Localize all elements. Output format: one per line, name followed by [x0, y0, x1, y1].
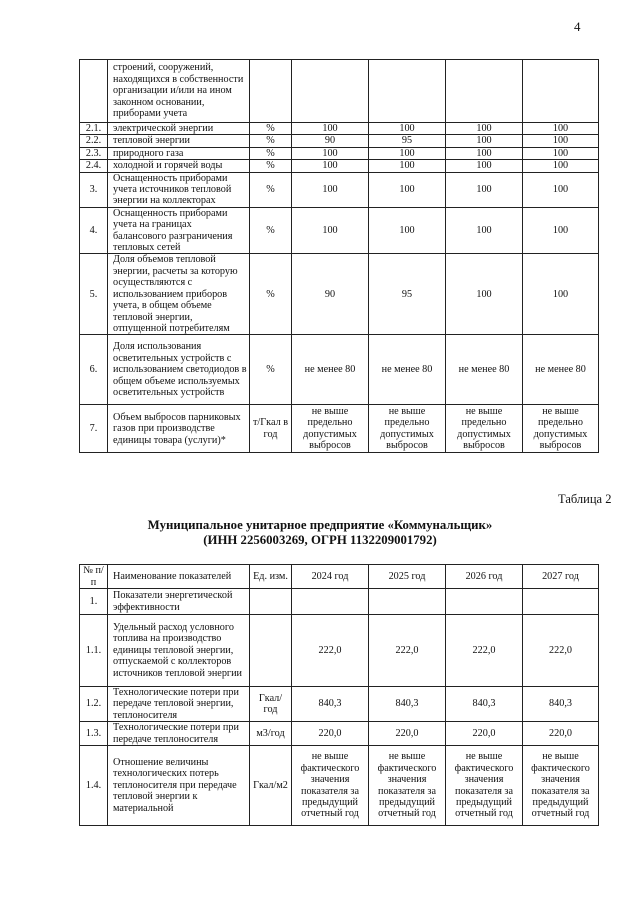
row-indicator-name: природного газа [108, 147, 250, 159]
row-unit: % [250, 254, 292, 335]
table-row [80, 207, 599, 254]
header-year-2024: 2024 год [292, 565, 369, 589]
table-header-row [80, 565, 599, 589]
value-2026: не менее 80 [446, 335, 523, 405]
row-unit: % [250, 135, 292, 147]
row-indicator-name: строений, сооружений, находящихся в собственности организации и/или на ином законном основании, приборами учета [108, 60, 250, 123]
value-2026 [446, 589, 523, 615]
value-2027: 220,0 [523, 722, 599, 746]
value-2026: 100 [446, 123, 523, 135]
header-year-2027: 2027 год [523, 565, 599, 589]
row-unit: % [250, 172, 292, 207]
row-unit [250, 589, 292, 615]
header-year-2026: 2026 год [446, 565, 523, 589]
row-number: 2.2. [80, 135, 108, 147]
row-indicator-name: Технологические потери при передаче теплоносителя [108, 722, 250, 746]
value-2026: 100 [446, 254, 523, 335]
value-2025: не выше предельно допустимых выбросов [369, 405, 446, 453]
row-number: 1. [80, 589, 108, 615]
row-indicator-name: Отношение величины технологических потерь теплоносителя при передаче тепловой энергии к материальной [108, 746, 250, 826]
row-unit: т/Гкал в год [250, 405, 292, 453]
organization-name: Муниципальное унитарное предприятие «Коммунальщик» [147, 518, 493, 532]
table-row [80, 254, 599, 335]
row-unit: Гкал/м2 [250, 746, 292, 826]
row-unit: % [250, 335, 292, 405]
row-unit: % [250, 207, 292, 254]
value-2027: не менее 80 [523, 335, 599, 405]
value-2027: 100 [523, 160, 599, 172]
table-row [80, 160, 599, 172]
row-number: 2.1. [80, 123, 108, 135]
value-2025: 95 [369, 254, 446, 335]
value-2024: не выше предельно допустимых выбросов [292, 405, 369, 453]
value-2025: 100 [369, 160, 446, 172]
value-2026 [446, 60, 523, 123]
row-indicator-name: Показатели энергетической эффективности [108, 589, 250, 615]
table-row [80, 135, 599, 147]
value-2024: 100 [292, 172, 369, 207]
value-2025: 222,0 [369, 615, 446, 687]
row-number: 1.4. [80, 746, 108, 826]
value-2024: 100 [292, 123, 369, 135]
value-2027 [523, 60, 599, 123]
value-2025: 100 [369, 172, 446, 207]
row-indicator-name: Оснащенность приборами учета источников тепловой энергии на коллекторах [108, 172, 250, 207]
table-row [80, 147, 599, 159]
row-number: 3. [80, 172, 108, 207]
row-number: 1.1. [80, 615, 108, 687]
header-number: № п/п [80, 565, 108, 589]
row-number [80, 60, 108, 123]
value-2025: не менее 80 [369, 335, 446, 405]
row-indicator-name: Объем выбросов парниковых газов при производстве единицы товара (услуги)* [108, 405, 250, 453]
value-2025: 95 [369, 135, 446, 147]
value-2026: 222,0 [446, 615, 523, 687]
page-number: 4 [574, 19, 581, 34]
indicators-table-continued [79, 59, 599, 453]
value-2025: не выше фактического значения показателя за предыдущий отчетный год [369, 746, 446, 826]
row-indicator-name: тепловой энергии [108, 135, 250, 147]
row-number: 4. [80, 207, 108, 254]
value-2027: не выше фактического значения показателя за предыдущий отчетный год [523, 746, 599, 826]
value-2026: 100 [446, 207, 523, 254]
table-row [80, 405, 599, 453]
energy-efficiency-table [79, 564, 599, 826]
row-number: 6. [80, 335, 108, 405]
row-number: 7. [80, 405, 108, 453]
row-unit [250, 60, 292, 123]
value-2026: 100 [446, 160, 523, 172]
value-2027: 100 [523, 172, 599, 207]
row-indicator-name: Оснащенность приборами учета на границах балансового разграничения тепловых сетей [108, 207, 250, 254]
row-number: 1.2. [80, 687, 108, 722]
row-indicator-name: Удельный расход условного топлива на производство единицы тепловой энергии, отпускаемой с коллекторов источников тепловой энергии [108, 615, 250, 687]
table-row [80, 615, 599, 687]
value-2025: 220,0 [369, 722, 446, 746]
row-number: 1.3. [80, 722, 108, 746]
value-2026: 220,0 [446, 722, 523, 746]
value-2027: 100 [523, 147, 599, 159]
row-unit: м3/год [250, 722, 292, 746]
value-2024: 90 [292, 135, 369, 147]
value-2024: не менее 80 [292, 335, 369, 405]
value-2026: 840,3 [446, 687, 523, 722]
row-indicator-name: Технологические потери при передаче тепловой энергии, теплоносителя [108, 687, 250, 722]
value-2027: 100 [523, 207, 599, 254]
organization-ids: (ИНН 2256003269, ОГРН 1132209001792) [203, 533, 437, 547]
value-2025: 100 [369, 123, 446, 135]
value-2026: не выше фактического значения показателя за предыдущий отчетный год [446, 746, 523, 826]
value-2024: 100 [292, 160, 369, 172]
value-2026: 100 [446, 147, 523, 159]
value-2024 [292, 60, 369, 123]
header-indicator-name: Наименование показателей [108, 565, 250, 589]
row-number: 2.3. [80, 147, 108, 159]
header-year-2025: 2025 год [369, 565, 446, 589]
value-2026: 100 [446, 135, 523, 147]
table-row [80, 746, 599, 826]
row-indicator-name: холодной и горячей воды [108, 160, 250, 172]
value-2024 [292, 589, 369, 615]
row-unit: % [250, 147, 292, 159]
value-2024: 840,3 [292, 687, 369, 722]
row-unit: % [250, 123, 292, 135]
value-2025 [369, 60, 446, 123]
value-2025: 100 [369, 207, 446, 254]
value-2027: 840,3 [523, 687, 599, 722]
table-row [80, 60, 599, 123]
value-2024: 100 [292, 147, 369, 159]
row-indicator-name: Доля использования осветительных устройств с использованием светодиодов в общем объеме используемых осветительных устройств [108, 335, 250, 405]
value-2027 [523, 589, 599, 615]
row-unit [250, 615, 292, 687]
value-2024: не выше фактического значения показателя за предыдущий отчетный год [292, 746, 369, 826]
row-indicator-name: электрической энергии [108, 123, 250, 135]
table-row [80, 589, 599, 615]
row-number: 5. [80, 254, 108, 335]
value-2027: 100 [523, 123, 599, 135]
table-row [80, 722, 599, 746]
table-row [80, 172, 599, 207]
value-2027: 100 [523, 135, 599, 147]
value-2026: 100 [446, 172, 523, 207]
table-row [80, 123, 599, 135]
value-2025 [369, 589, 446, 615]
value-2024: 222,0 [292, 615, 369, 687]
value-2027: не выше предельно допустимых выбросов [523, 405, 599, 453]
value-2027: 222,0 [523, 615, 599, 687]
row-unit: % [250, 160, 292, 172]
table-row [80, 335, 599, 405]
row-indicator-name: Доля объемов тепловой энергии, расчеты за которую осуществляются с использованием приборов учета, в общем объеме тепловой энергии, отпущенной потребителям [108, 254, 250, 335]
value-2025: 840,3 [369, 687, 446, 722]
value-2024: 90 [292, 254, 369, 335]
row-number: 2.4. [80, 160, 108, 172]
header-unit: Ед. изм. [250, 565, 292, 589]
value-2026: не выше предельно допустимых выбросов [446, 405, 523, 453]
table-caption: Таблица 2 [558, 492, 612, 506]
value-2024: 100 [292, 207, 369, 254]
row-unit: Гкал/год [250, 687, 292, 722]
value-2025: 100 [369, 147, 446, 159]
value-2024: 220,0 [292, 722, 369, 746]
organization-title [0, 518, 640, 548]
value-2027: 100 [523, 254, 599, 335]
table-row [80, 687, 599, 722]
